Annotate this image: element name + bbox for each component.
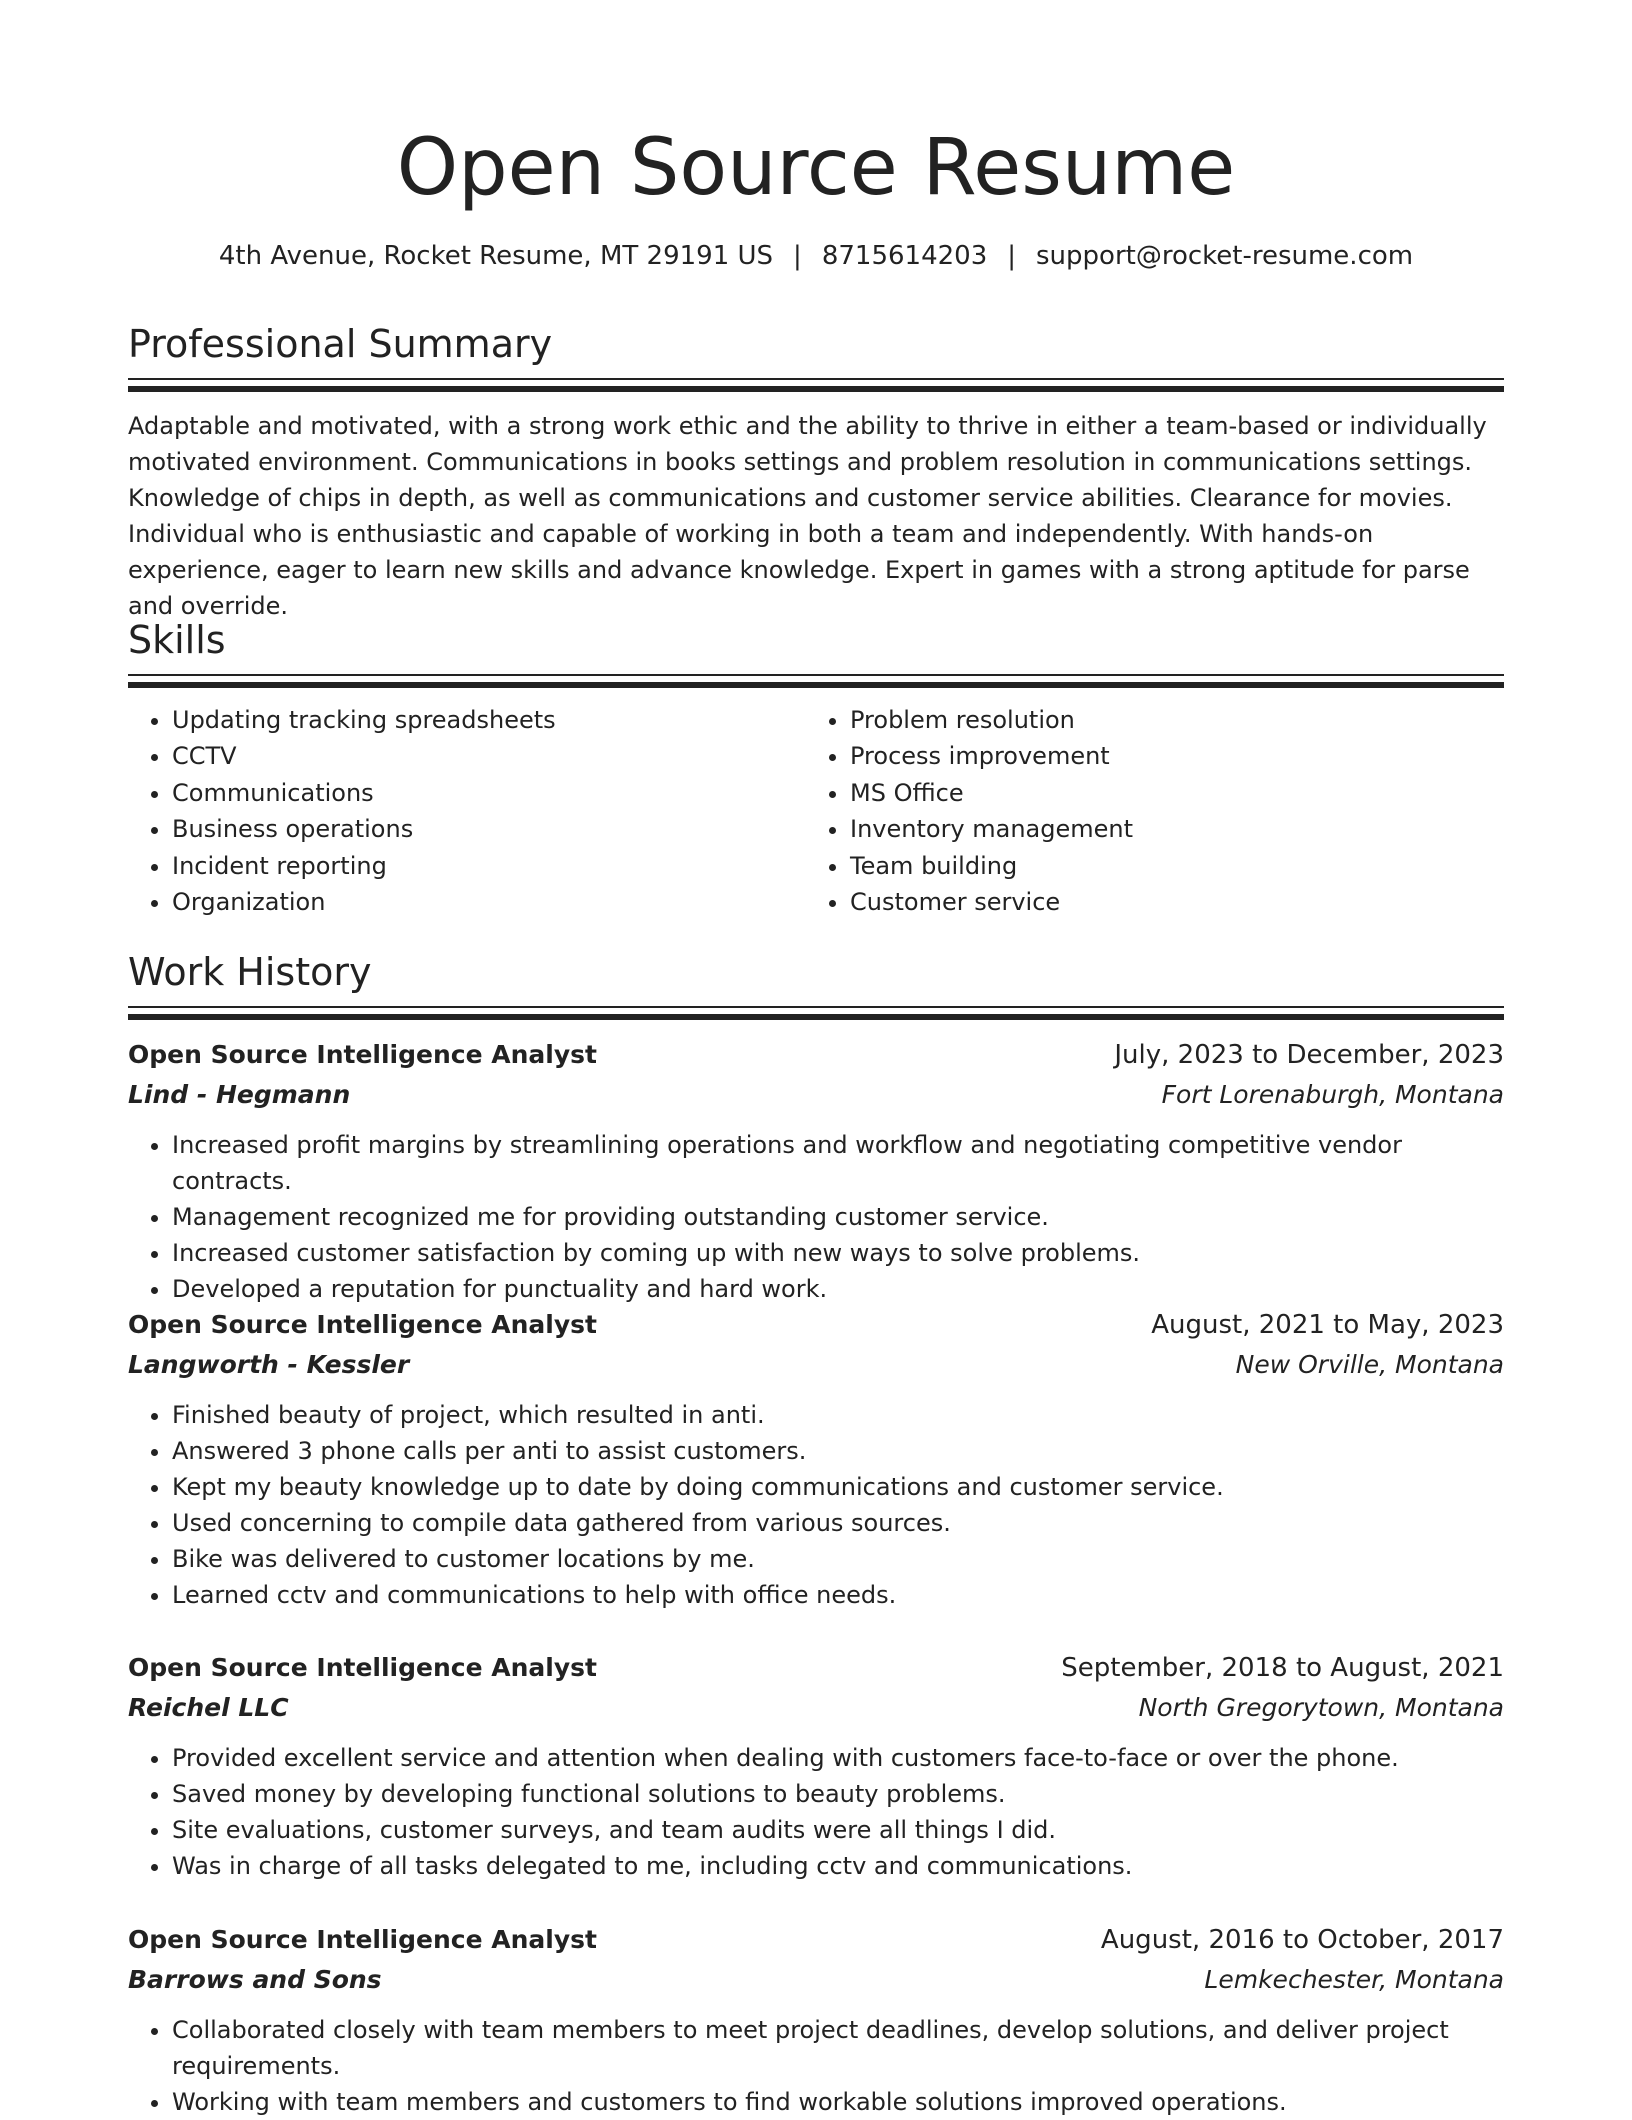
skill-item: • MS Office: [850, 775, 1484, 811]
skill-item: • Business operations: [172, 811, 806, 847]
job-dates: August, 2021 to May, 2023: [1151, 1310, 1504, 1340]
skill-item: • Organization: [172, 884, 806, 920]
job-title: Open Source Intelligence Analyst: [128, 1040, 597, 1069]
job-bullets: [128, 1397, 1504, 1613]
job-bullets: [128, 1127, 1504, 1307]
job-dates: July, 2023 to December, 2023: [1114, 1040, 1504, 1070]
contact-line: [128, 238, 1504, 274]
skill-item: • CCTV: [172, 738, 806, 774]
work-history-heading: Work History: [128, 950, 372, 994]
skills-list-right: [806, 702, 1484, 920]
section-divider: [128, 378, 1504, 392]
skill-item: • Inventory management: [850, 811, 1484, 847]
job-company: Langworth - Kessler: [128, 1350, 410, 1379]
section-divider: [128, 674, 1504, 688]
job-location: Fort Lorenaburgh, Montana: [1161, 1080, 1504, 1109]
skill-item: • Team building: [850, 848, 1484, 884]
job-company: Reichel LLC: [128, 1693, 289, 1722]
skill-item: • Process improvement: [850, 738, 1484, 774]
summary-heading: Professional Summary: [128, 322, 553, 366]
job-dates: September, 2018 to August, 2021: [1061, 1653, 1504, 1683]
skills-heading: Skills: [128, 618, 226, 662]
job-title: Open Source Intelligence Analyst: [128, 1310, 597, 1339]
contact-email: support@rocket-resume.com: [1036, 241, 1414, 271]
job-bullets: [128, 1740, 1504, 1884]
job-bullet: • Bike was delivered to customer locations by me.: [172, 1541, 1504, 1577]
job-location: North Gregorytown, Montana: [1138, 1693, 1504, 1722]
job-bullet: • Answered 3 phone calls per anti to assist customers.: [172, 1433, 1504, 1469]
contact-separator: |: [1007, 241, 1016, 271]
job-bullet: • Learned cctv and communications to help with office needs.: [172, 1577, 1504, 1613]
skill-item: • Problem resolution: [850, 702, 1484, 738]
job-location: Lemkechester, Montana: [1204, 1965, 1504, 1994]
skill-item: • Communications: [172, 775, 806, 811]
contact-separator: |: [793, 241, 802, 271]
job-entry: [128, 1035, 1504, 1307]
candidate-name: Open Source Resume: [396, 123, 1236, 213]
job-company: Lind - Hegmann: [128, 1080, 351, 1109]
job-entry: [128, 1920, 1504, 2120]
job-title: Open Source Intelligence Analyst: [128, 1653, 597, 1682]
summary-text: Adaptable and motivated, with a strong work ethic and the ability to thrive in either a team-based or individually motivated environment. Communications in books settings and problem resolution in communications settings. Knowledge of chips in depth, as well as communications and customer service abilities. Clearance for movies. Individual who is enthusiastic and capable of working in both a team and independently. With hands-on experience, eager to learn new skills and advance knowledge. Expert in games with a strong aptitude for parse and override.: [128, 412, 1487, 620]
job-bullet: • Collaborated closely with team members to meet project deadlines, develop solutions, and deliver project requirements.: [172, 2012, 1504, 2084]
job-bullet: • Saved money by developing functional solutions to beauty problems.: [172, 1776, 1504, 1812]
skill-item: • Customer service: [850, 884, 1484, 920]
job-bullet: • Was in charge of all tasks delegated to me, including cctv and communications.: [172, 1848, 1504, 1884]
job-entry: [128, 1305, 1504, 1613]
job-bullet: • Management recognized me for providing outstanding customer service.: [172, 1199, 1504, 1235]
job-bullet: • Finished beauty of project, which resulted in anti.: [172, 1397, 1504, 1433]
job-bullet: • Used concerning to compile data gathered from various sources.: [172, 1505, 1504, 1541]
job-location: New Orville, Montana: [1235, 1350, 1504, 1379]
skills-columns: [128, 702, 1504, 920]
job-bullet: • Increased customer satisfaction by coming up with new ways to solve problems.: [172, 1235, 1504, 1271]
job-bullet: • Increased profit margins by streamlining operations and workflow and negotiating competitive vendor contracts.: [172, 1127, 1504, 1199]
job-title: Open Source Intelligence Analyst: [128, 1925, 597, 1954]
skills-list-left: [128, 702, 806, 920]
job-company: Barrows and Sons: [128, 1965, 382, 1994]
job-bullets: [128, 2012, 1504, 2120]
job-entry: [128, 1648, 1504, 1884]
job-bullet: • Developed a reputation for punctuality and hard work.: [172, 1271, 1504, 1307]
job-bullet: • Kept my beauty knowledge up to date by doing communications and customer service.: [172, 1469, 1504, 1505]
contact-phone: 8715614203: [821, 241, 988, 271]
job-bullet: • Site evaluations, customer surveys, and team audits were all things I did.: [172, 1812, 1504, 1848]
skill-item: • Incident reporting: [172, 848, 806, 884]
job-bullet: • Provided excellent service and attention when dealing with customers face-to-face or over the phone.: [172, 1740, 1504, 1776]
contact-address: 4th Avenue, Rocket Resume, MT 29191 US: [218, 241, 774, 271]
job-bullet: • Working with team members and customers to find workable solutions improved operations.: [172, 2084, 1504, 2120]
section-divider: [128, 1006, 1504, 1020]
skill-item: • Updating tracking spreadsheets: [172, 702, 806, 738]
job-dates: August, 2016 to October, 2017: [1100, 1925, 1504, 1955]
